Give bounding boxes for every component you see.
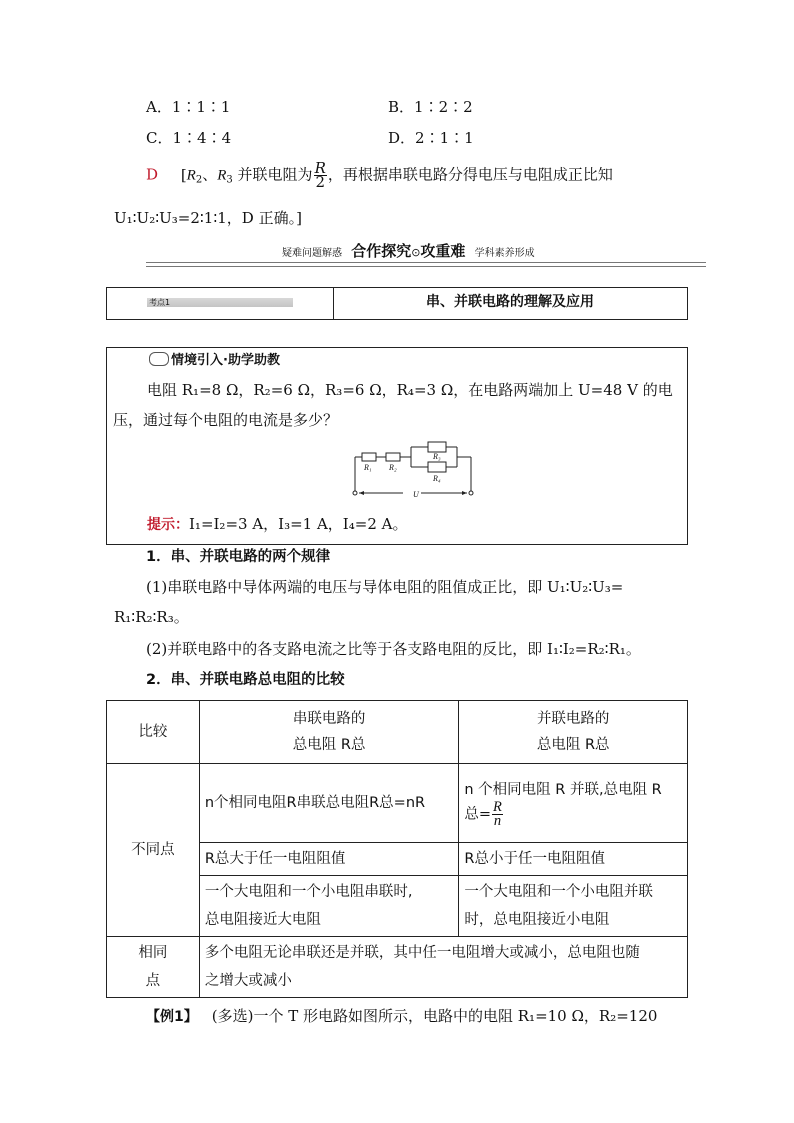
cell-parallel-2: R总小于任一电阻阻值 [459, 843, 688, 876]
rule-1-line-1: (1)串联电路中导体两端的电压与导体电阻的阻值成正比，即 U₁∶U₂∶U₃= [146, 578, 624, 596]
intro-box [106, 347, 688, 545]
topic-tag-cell [107, 288, 334, 319]
header-parallel: 并联电路的 总电阻 R总 [459, 701, 688, 764]
row-label-same: 相同 点 [107, 937, 200, 998]
cell-series-2: R总大于任一电阻阻值 [199, 843, 459, 876]
label-r3: R₃ [433, 452, 441, 461]
cell-series-3: 一个大电阻和一个小电阻串联时, 总电阻接近大电阻 [199, 876, 459, 937]
option-c: C．1∶4∶4 [146, 129, 232, 147]
resistor-r1 [362, 453, 376, 461]
cell-parallel-1: n 个相同电阻 R 并联,总电阻 R 总= $\frac{R}{n}$ [459, 764, 688, 843]
label-r1: R₁ [364, 463, 372, 472]
question-line-2: 压，通过每个电阻的电流是多少？ [113, 411, 339, 429]
option-d: D．2∶1∶1 [388, 129, 474, 147]
cell-parallel-3: 一个大电阻和一个小电阻并联 时，总电阻接近小电阻 [459, 876, 688, 937]
label-r4: R₄ [433, 474, 441, 483]
hint-row: 提示：I₁=I₂=3 A，I₃=1 A，I₄=2 A。 [147, 515, 408, 533]
example-line: 【例1】 (多选)一个 T 形电路如图所示，电路中的电阻 R₁=10 Ω，R₂=120 [146, 1007, 658, 1025]
resistor-r2 [386, 453, 400, 461]
cell-series-1: n个相同电阻R串联总电阻R总=nR [199, 764, 459, 843]
row-label-diff: 不同点 [107, 764, 200, 937]
fraction-r-over-2: $\frac{R}{2}$ [314, 159, 326, 191]
topic-tag: 考点1 [149, 298, 171, 307]
resistor-r4 [428, 462, 446, 472]
option-a: A．1∶1∶1 [146, 98, 231, 116]
rules-heading-1: 1．串、并联电路的两个规律 [146, 549, 331, 565]
header-compare: 比较 [107, 701, 200, 764]
rule-1-line-2: R₁∶R₂∶R₃。 [114, 608, 189, 626]
option-b: B．1∶2∶2 [388, 98, 473, 116]
question-line-1: 电阻 R₁=8 Ω，R₂=6 Ω，R₃=6 Ω，R₄=3 Ω，在电路两端加上 U=48 V 的电 [147, 381, 673, 399]
section-header: 疑难问题解惑 合作探究⊙攻重难 学科素养形成 [146, 242, 706, 270]
answer-letter: D [146, 165, 159, 184]
intro-label-row: 情境引入·助学助教 [149, 352, 280, 370]
header-series: 串联电路的 总电阻 R总 [199, 701, 459, 764]
cell-same: 多个电阻无论串联还是并联，其中任一电阻增大或减小，总电阻也随 之增大或减小 [199, 937, 687, 998]
table-header-row [107, 701, 688, 764]
hint-label: 提示： [147, 517, 189, 533]
example-label: 【例1】 [146, 1009, 198, 1025]
topic-title: 串、并联电路的理解及应用 [426, 294, 594, 310]
answer-line-2: U₁∶U₂∶U₃=2∶1∶1，D 正确。] [114, 209, 302, 227]
topic-bar [106, 287, 688, 320]
table-row [107, 764, 688, 843]
answer-line-1: D [$R_2$、$R_3$ 并联电阻为 $\frac{R}{2}$ ，再根据串联电路分得电压与电阻成正比知 [146, 159, 613, 191]
label-u: U [413, 490, 419, 499]
comparison-table [106, 700, 688, 998]
resistor-r3 [428, 442, 446, 452]
rule-2: (2)并联电路中的各支路电流之比等于各支路电阻的反比，即 I₁∶I₂=R₂∶R₁。 [146, 640, 641, 658]
table-row [107, 937, 688, 998]
arrow-icon: ⊙ [411, 246, 421, 259]
owl-icon [149, 352, 169, 366]
label-r2: R₂ [389, 463, 397, 472]
rules-heading-2: 2．串、并联电路总电阻的比较 [146, 672, 345, 688]
